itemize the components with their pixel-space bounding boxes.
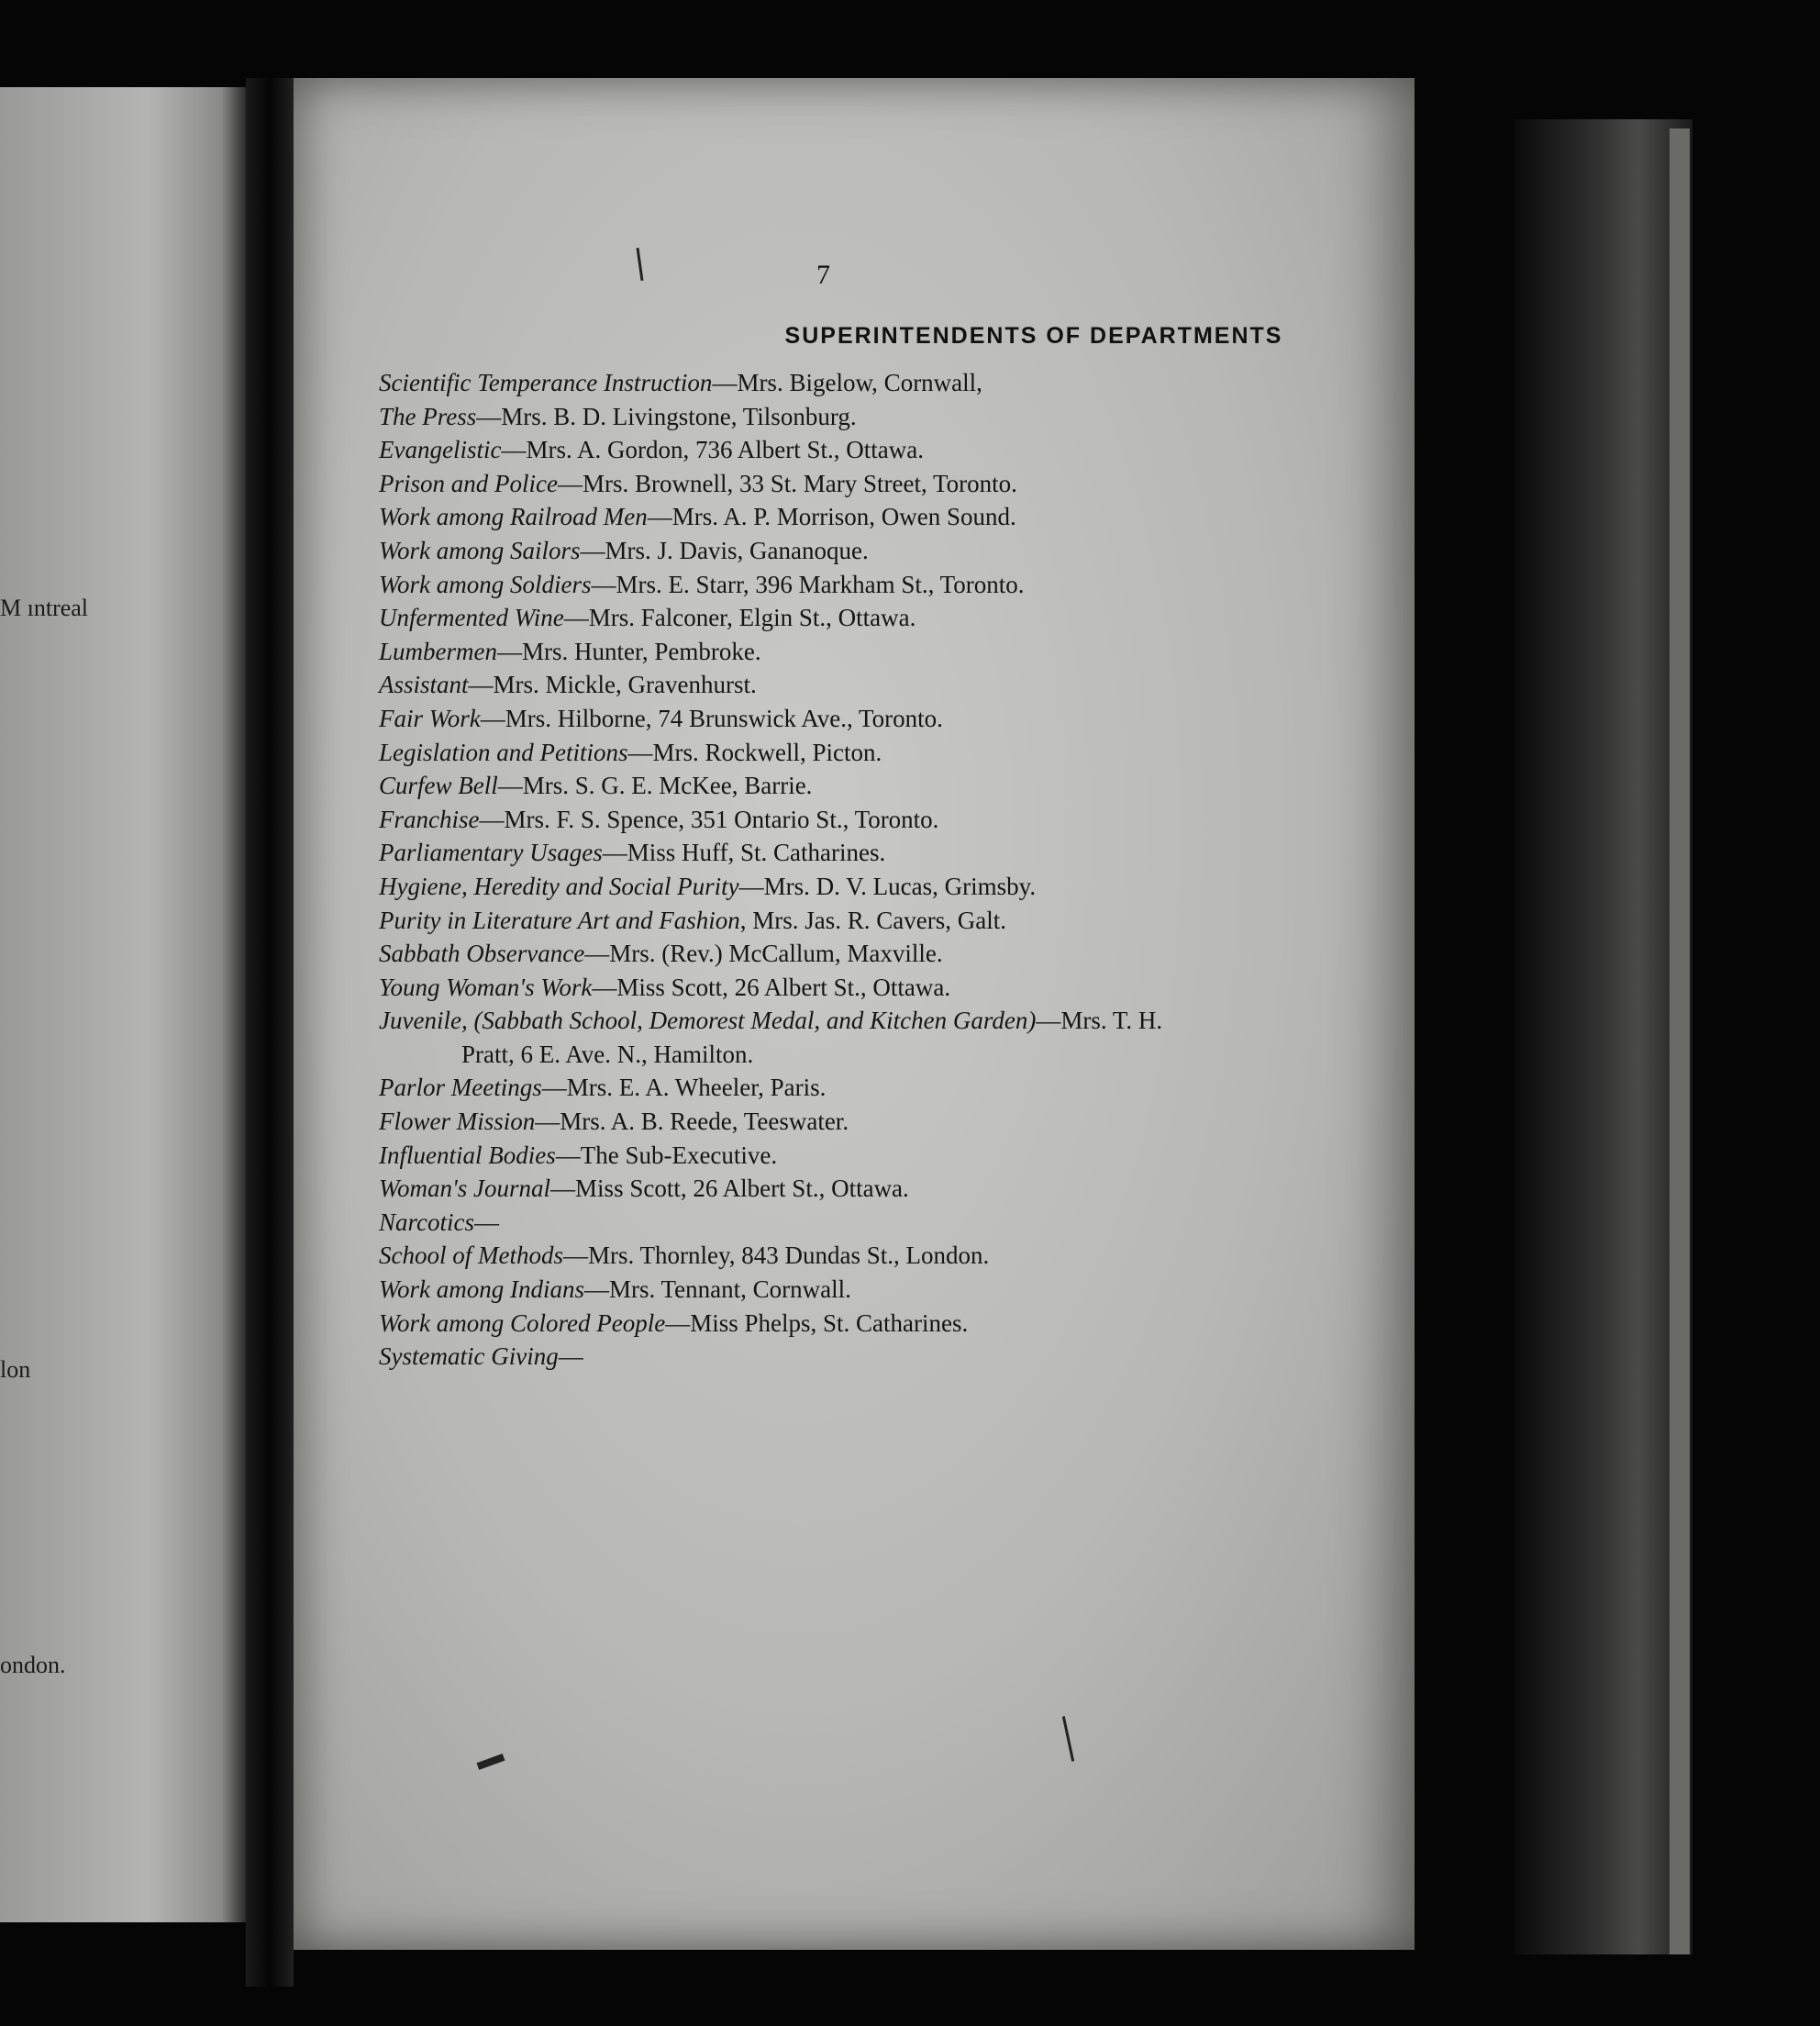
department-name: Parliamentary Usages [379, 839, 603, 867]
superintendent: —Mrs. Hilborne, 74 Brunswick Ave., Toronto. [480, 704, 943, 732]
department-name: Fair Work [379, 704, 481, 732]
superintendent: —Mrs. J. Davis, Gananoque. [580, 536, 869, 564]
left-page-fragment: ondon. [0, 1652, 66, 1678]
list-item [379, 500, 1425, 534]
superintendent: —Mrs. E. Starr, 396 Markham St., Toronto. [591, 570, 1025, 598]
list-item [379, 736, 1425, 770]
list-item [379, 534, 1425, 568]
list-item [379, 400, 1425, 434]
department-name: Work among Indians [379, 1275, 585, 1304]
department-name: Narcotics [379, 1208, 474, 1236]
book-page-edge-highlight [1670, 128, 1690, 1954]
superintendent: Pratt, 6 E. Ave. N., Hamilton. [461, 1040, 754, 1068]
list-item [379, 1273, 1425, 1307]
list-item [379, 904, 1425, 938]
list-item [379, 601, 1425, 635]
list-item [379, 467, 1425, 501]
department-name: Evangelistic [379, 436, 502, 464]
list-item [379, 1071, 1425, 1105]
list-item [379, 668, 1425, 702]
list-item [379, 769, 1425, 803]
superintendent: —Mrs. E. A. Wheeler, Paris. [541, 1074, 827, 1102]
superintendent: —Mrs. Thornley, 843 Dundas St., London. [562, 1241, 990, 1270]
list-item [379, 1206, 1425, 1240]
department-name: Sabbath Observance [379, 940, 585, 968]
departments-list [379, 366, 1425, 1374]
list-item [379, 702, 1425, 736]
department-name: Scientific Temperance Instruction [379, 369, 713, 396]
superintendent: —Miss Huff, St. Catharines. [602, 839, 886, 867]
superintendent: — [558, 1342, 583, 1371]
department-name: Hygiene, Heredity and Social Purity [379, 872, 739, 900]
department-name: Assistant [379, 671, 469, 699]
department-name: Flower Mission [379, 1108, 536, 1136]
department-name: Lumbermen [379, 637, 497, 665]
superintendent: —Mrs. A. Gordon, 736 Albert St., Ottawa. [501, 436, 924, 464]
left-page-fragment: M ıntreal [0, 595, 89, 621]
list-item [379, 1139, 1425, 1173]
list-item [379, 635, 1425, 669]
department-name: Parlor Meetings [379, 1074, 542, 1102]
superintendent: —Mrs. B. D. Livingstone, Tilsonburg. [476, 402, 857, 430]
list-item [379, 433, 1425, 467]
page-heading: SUPERINTENDENTS OF DEPARTMENTS [784, 323, 1283, 349]
department-name: The Press [379, 402, 477, 430]
department-name: Work among Colored People [379, 1308, 666, 1337]
superintendent: —The Sub-Executive. [555, 1141, 778, 1169]
superintendent: —Mrs. Bigelow, Cornwall, [712, 369, 982, 396]
superintendent: —Miss Scott, 26 Albert St., Ottawa. [592, 973, 951, 1001]
list-item [379, 1004, 1425, 1038]
department-name: Unfermented Wine [379, 604, 564, 632]
superintendent: —Mrs. Falconer, Elgin St., Ottawa. [563, 604, 916, 632]
list-item [379, 971, 1425, 1005]
department-name: Work among Railroad Men [379, 503, 648, 531]
department-name: School of Methods [379, 1241, 563, 1270]
list-item [379, 1307, 1425, 1341]
list-item [379, 1340, 1425, 1374]
list-item-continuation [379, 1038, 1425, 1072]
superintendent: —Miss Phelps, St. Catharines. [665, 1308, 969, 1337]
superintendent: —Mrs. Hunter, Pembroke. [497, 637, 761, 665]
department-name: Legislation and Petitions [379, 738, 628, 766]
department-name: Curfew Bell [379, 772, 498, 800]
list-item [379, 1105, 1425, 1139]
department-name: Prison and Police [379, 469, 558, 497]
superintendent: —Mrs. Mickle, Gravenhurst. [468, 671, 757, 699]
department-name: Woman's Journal [379, 1174, 551, 1203]
left-page [0, 87, 246, 1922]
list-item [379, 1172, 1425, 1206]
list-item [379, 836, 1425, 870]
department-name: Systematic Giving [379, 1342, 559, 1371]
superintendent: —Miss Scott, 26 Albert St., Ottawa. [550, 1174, 909, 1203]
list-item [379, 870, 1425, 904]
superintendent: —Mrs. Rockwell, Picton. [627, 738, 882, 766]
superintendent: —Mrs. T. H. [1036, 1007, 1163, 1035]
department-name: Purity in Literature Art and Fashion [379, 906, 740, 934]
department-name: Young Woman's Work [379, 973, 593, 1001]
page-number: 7 [816, 260, 830, 290]
list-item [379, 1239, 1425, 1273]
superintendent: —Mrs. Tennant, Cornwall. [584, 1275, 851, 1304]
department-name: Franchise [379, 805, 480, 833]
superintendent: — [474, 1208, 499, 1236]
book-gutter [246, 78, 294, 1987]
superintendent: —Mrs. D. V. Lucas, Grimsby. [738, 872, 1037, 900]
department-name: Juvenile, (Sabbath School, Demorest Medal, and Kitchen Garden) [379, 1007, 1037, 1035]
superintendent: —Mrs. S. G. E. McKee, Barrie. [497, 772, 813, 800]
superintendent: —Mrs. A. P. Morrison, Owen Sound. [647, 503, 1016, 531]
department-name: Work among Sailors [379, 536, 581, 564]
list-item [379, 803, 1425, 837]
superintendent: —Mrs. Brownell, 33 St. Mary Street, Toronto. [557, 469, 1017, 497]
left-page-fragment: lon [0, 1356, 31, 1383]
superintendent: —Mrs. A. B. Reede, Teeswater. [535, 1108, 849, 1136]
book-page-edges [1514, 119, 1692, 1954]
superintendent: , Mrs. Jas. R. Cavers, Galt. [739, 906, 1006, 934]
department-name: Work among Soldiers [379, 570, 592, 598]
list-item [379, 366, 1425, 400]
department-name: Influential Bodies [379, 1141, 556, 1169]
superintendent: —Mrs. F. S. Spence, 351 Ontario St., Toronto. [479, 805, 939, 833]
superintendent: —Mrs. (Rev.) McCallum, Maxville. [584, 940, 943, 968]
list-item [379, 937, 1425, 971]
list-item [379, 568, 1425, 602]
